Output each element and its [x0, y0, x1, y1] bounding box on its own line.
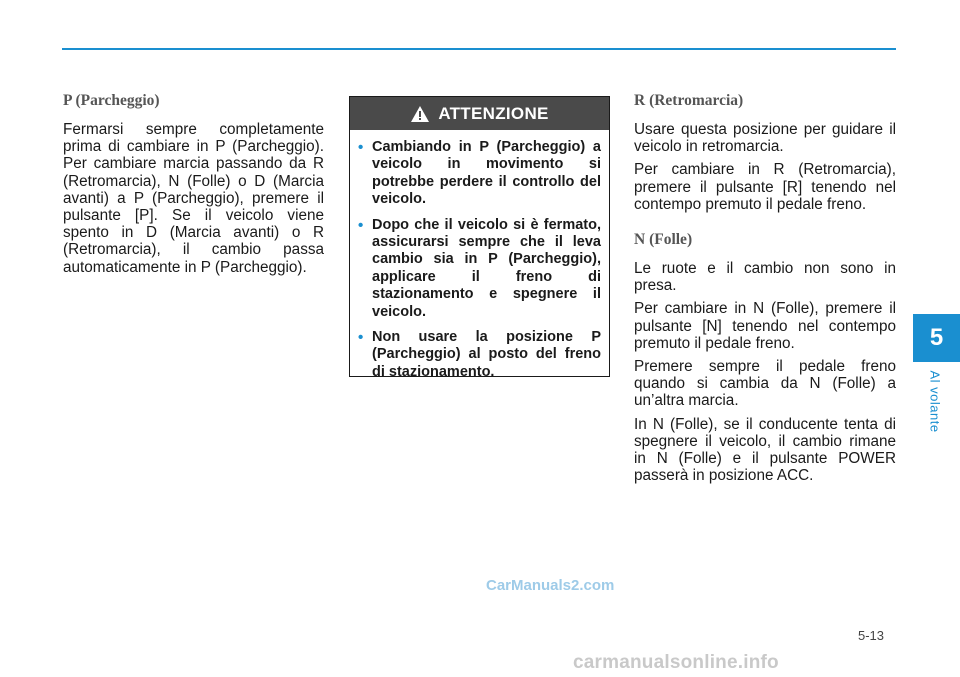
watermark-bottom[interactable]: carmanualsonline.info: [573, 652, 779, 673]
warning-header: [350, 97, 609, 130]
chapter-side-label: [920, 366, 950, 436]
warning-item-text: Non usare la posizione P (Parcheggio) al posto del freno di stazionamento.: [372, 329, 601, 380]
warning-item: [358, 217, 601, 321]
warning-item: [358, 139, 601, 209]
header-rule: [62, 48, 896, 50]
column-left: [63, 92, 324, 282]
bullet-icon: •: [358, 216, 364, 234]
page-number: 5-13: [858, 628, 885, 643]
warning-item-text: Dopo che il veicolo si è fermato, assicurarsi sempre che il leva cambio sia in P (Parcheggio), applicare il freno di stazionamento e spegnere il veicolo.: [372, 216, 601, 320]
chapter-tab[interactable]: 5: [913, 314, 960, 362]
paragraph: Per cambiare in N (Folle), premere il pulsante [N] tenendo nel contempo premuto il pedale freno.: [634, 300, 896, 352]
warning-item: [358, 329, 601, 381]
paragraph: Le ruote e il cambio non sono in presa.: [634, 260, 896, 295]
section-title-n: N (Folle): [634, 231, 693, 249]
column-right: [634, 92, 896, 490]
paragraph: Usare questa posizione per guidare il veicolo in retromarcia.: [634, 121, 896, 156]
warning-list: [350, 130, 609, 381]
section-title-r: R (Retromarcia): [634, 92, 744, 109]
warning-box: [349, 96, 610, 380]
bullet-icon: •: [358, 139, 364, 156]
paragraph: Per cambiare in R (Retromarcia), premere il pulsante [R] tenendo nel contempo premuto il pedale freno.: [634, 161, 896, 213]
section-title-p: P (Parcheggio): [63, 92, 160, 109]
paragraph: In N (Folle), se il conducente tenta di spegnere il veicolo, il cambio rimane in N (Folle) e il pulsante POWER passerà in posizione ACC.: [634, 415, 896, 485]
paragraph: Fermarsi sempre completamente prima di cambiare in P (Parcheggio). Per cambiare marcia passando da R (Retromarcia), N (Folle) o D (Marcia avanti) a P (Parcheggio), premere il pulsante [P]. Se il veicolo viene spento in D (Marcia avanti) o R (Retromarcia), il cambio passa automaticamente in P (Parcheggio).: [63, 121, 324, 276]
warning-triangle-icon: [410, 105, 430, 123]
warning-item-text: Cambiando in P (Parcheggio) a veicolo in movimento si potrebbe perdere il controllo del veicolo.: [372, 139, 601, 208]
watermark-top[interactable]: CarManuals2.com: [486, 577, 615, 594]
warning-title: ATTENZIONE: [438, 103, 549, 123]
paragraph: Premere sempre il pedale freno quando si cambia da N (Folle) a un’altra marcia.: [634, 358, 896, 410]
chapter-label: Al volante: [927, 369, 943, 433]
bullet-icon: •: [358, 329, 364, 347]
